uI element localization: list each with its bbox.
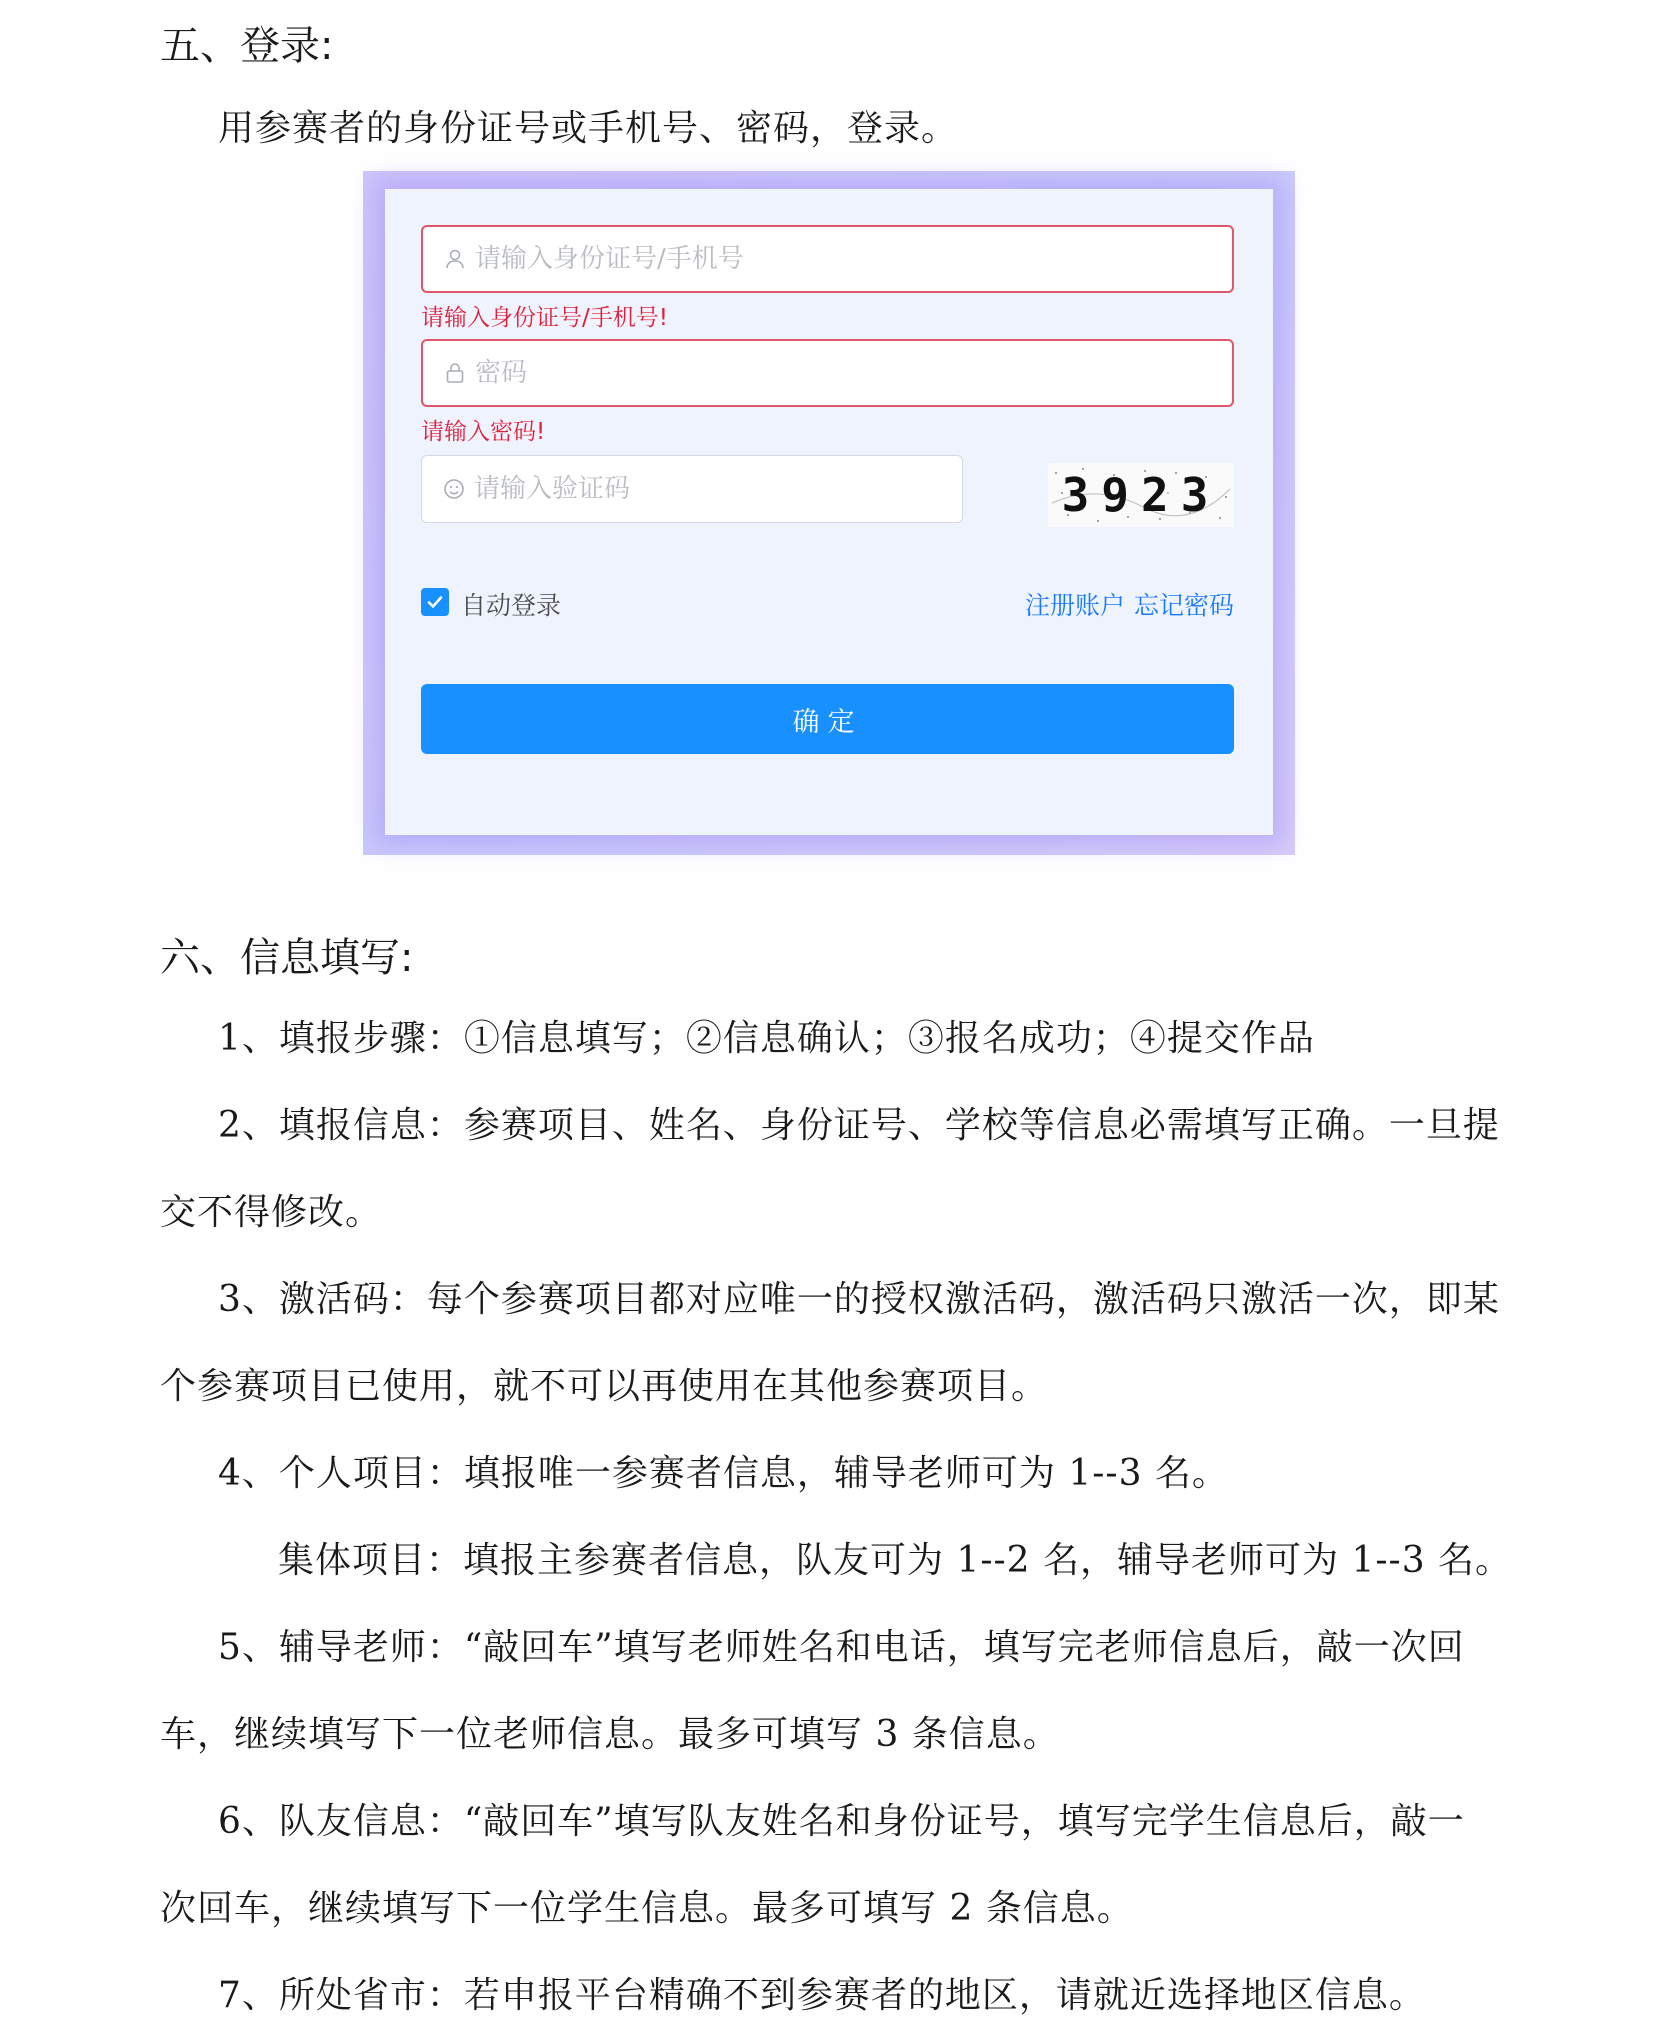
captcha-image[interactable]	[1048, 463, 1234, 527]
info-line: 车，继续填写下一位老师信息。最多可填写 3 条信息。	[160, 1714, 1060, 1755]
info-line: 个参赛项目已使用，就不可以再使用在其他参赛项目。	[160, 1366, 1049, 1407]
id-field[interactable]	[421, 225, 1234, 293]
lock-icon	[443, 361, 467, 385]
captcha-code: 3923	[1061, 468, 1221, 522]
section-heading-info: 六、信息填写:	[160, 935, 414, 981]
password-field[interactable]	[421, 339, 1234, 407]
forgot-password-link[interactable]: 忘记密码	[1134, 591, 1235, 620]
auto-login-checkbox[interactable]	[421, 588, 449, 616]
password-input[interactable]	[475, 358, 1035, 388]
id-error-message: 请输入身份证号/手机号!	[421, 305, 668, 331]
info-line: 集体项目：填报主参赛者信息，队友可为 1--2 名，辅导老师可为 1--3 名。	[278, 1540, 1513, 1581]
user-icon	[443, 247, 467, 271]
password-error-message: 请输入密码!	[421, 419, 546, 445]
login-intro-text: 用参赛者的身份证号或手机号、密码，登录。	[218, 108, 959, 149]
info-line: 5、辅导老师：“敲回车”填写老师姓名和电话，填写完老师信息后，敲一次回	[218, 1627, 1465, 1668]
captcha-field[interactable]	[421, 455, 963, 523]
login-screenshot	[363, 171, 1295, 855]
submit-button[interactable]: 确定	[421, 684, 1234, 754]
id-input[interactable]	[475, 244, 1035, 274]
login-panel	[385, 189, 1273, 835]
auto-login-label[interactable]: 自动登录	[461, 591, 562, 620]
register-link[interactable]: 注册账户	[1025, 591, 1126, 620]
info-line: 次回车，继续填写下一位学生信息。最多可填写 2 条信息。	[160, 1888, 1134, 1929]
captcha-input[interactable]	[474, 474, 904, 504]
info-line: 4、个人项目：填报唯一参赛者信息，辅导老师可为 1--3 名。	[218, 1453, 1229, 1494]
section-heading-login: 五、登录:	[160, 23, 334, 69]
info-line: 3、激活码：每个参赛项目都对应唯一的授权激活码，激活码只激活一次，即某	[218, 1279, 1500, 1320]
info-line: 7、所处省市：若申报平台精确不到参赛者的地区，请就近选择地区信息。	[218, 1975, 1426, 2016]
check-icon	[426, 593, 444, 611]
info-line: 1、填报步骤：①信息填写；②信息确认；③报名成功；④提交作品	[218, 1018, 1315, 1059]
info-line: 6、队友信息：“敲回车”填写队友姓名和身份证号，填写完学生信息后，敲一	[218, 1801, 1465, 1842]
smile-icon	[442, 477, 466, 501]
info-line: 交不得修改。	[160, 1192, 383, 1233]
info-line: 2、填报信息：参赛项目、姓名、身份证号、学校等信息必需填写正确。一旦提	[218, 1105, 1500, 1146]
